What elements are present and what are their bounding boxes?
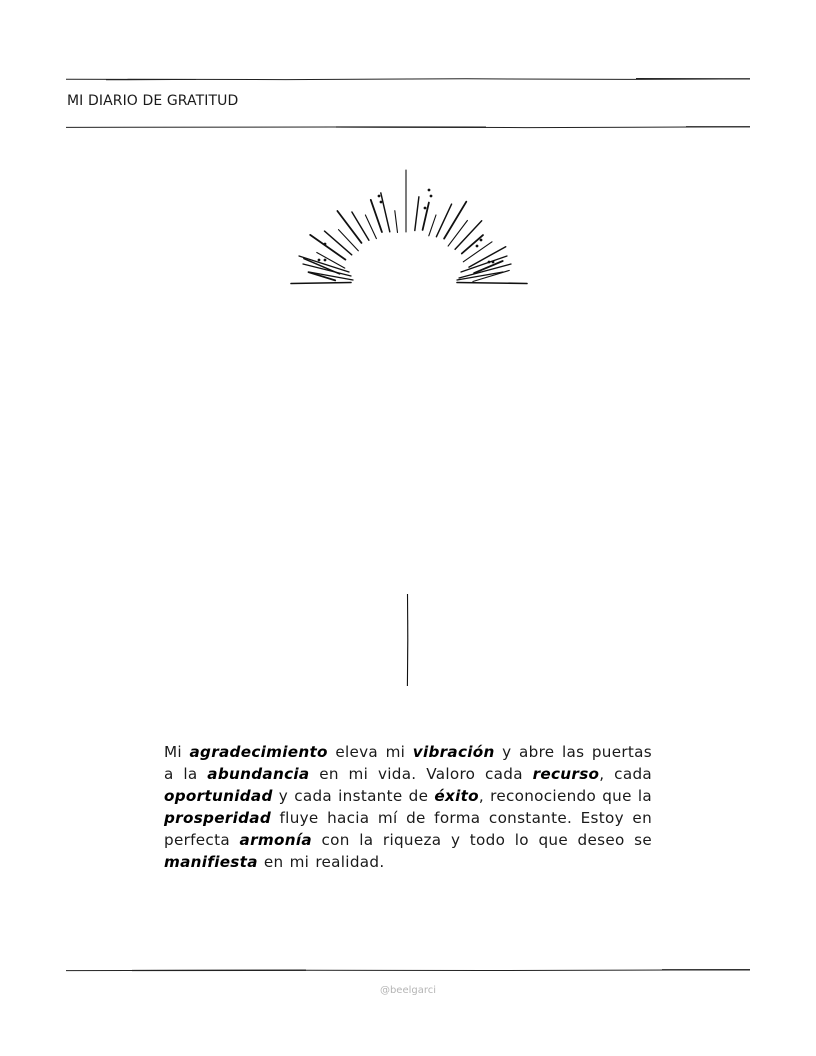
- affirmation-paragraph: [164, 741, 652, 873]
- sunburst-dot: [488, 261, 491, 264]
- affirmation-text: y abre las puertas a la: [164, 743, 652, 784]
- sunburst-dot: [324, 259, 327, 262]
- sunburst-ray: [423, 203, 429, 230]
- sunburst-dot: [428, 189, 431, 192]
- emphasized-word: abundancia: [207, 765, 310, 784]
- sunburst-dot: [378, 195, 381, 198]
- affirmation-text: y cada instante de: [272, 787, 435, 806]
- header-top-rule: [66, 76, 750, 82]
- sunburst-dot: [480, 239, 483, 242]
- sunburst-dot: [380, 201, 383, 204]
- footer-handle: @beelgarci: [379, 985, 437, 996]
- affirmation-text: con la riqueza y todo lo que deseo se: [311, 831, 652, 850]
- sunburst-ray: [415, 197, 419, 231]
- affirmation-text: , reconociendo que la: [478, 787, 652, 806]
- sunburst-ray: [365, 215, 376, 239]
- sunburst-dot: [476, 245, 479, 248]
- sunburst-ray: [444, 202, 466, 239]
- affirmation-text: en mi realidad.: [257, 853, 385, 872]
- sunburst-dot: [492, 261, 495, 264]
- sunburst-ray: [429, 215, 436, 236]
- sunburst-ray: [459, 264, 511, 278]
- emphasized-word: armonía: [239, 831, 312, 850]
- header-bottom-rule: [66, 124, 750, 130]
- sunburst-ray: [395, 211, 398, 233]
- emphasized-word: oportunidad: [164, 787, 273, 806]
- sunburst-dot: [424, 207, 427, 210]
- sunburst-ray: [310, 235, 345, 260]
- sunburst-ray: [371, 200, 382, 232]
- affirmation-text: Mi: [164, 743, 190, 762]
- affirmation-text: , cada: [599, 765, 652, 784]
- affirmation-text: en mi vida. Valoro cada: [309, 765, 533, 784]
- emphasized-word: manifiesta: [164, 853, 258, 872]
- sunburst-ray: [325, 231, 352, 255]
- footer-rule: [66, 967, 750, 973]
- sunburst-ray: [469, 247, 506, 267]
- sunburst-ray: [339, 230, 359, 251]
- sunburst-dot: [318, 259, 321, 262]
- sunburst-dot: [324, 243, 327, 246]
- sunburst-icon: [285, 152, 535, 292]
- sunburst-ray: [381, 193, 390, 232]
- emphasized-word: vibración: [412, 743, 495, 762]
- sunburst-ray: [436, 204, 451, 237]
- emphasized-word: agradecimiento: [189, 743, 328, 762]
- emphasized-word: recurso: [532, 765, 600, 784]
- affirmation-text: fluye hacia mí de forma constante. Estoy en perfecta: [164, 809, 652, 850]
- sunburst-ray: [448, 221, 467, 247]
- affirmation-text: eleva mi: [327, 743, 413, 762]
- sunburst-dot: [430, 195, 433, 198]
- page-title: MI DIARIO DE GRATITUD: [67, 93, 239, 109]
- emphasized-word: prosperidad: [164, 809, 271, 828]
- emphasized-word: éxito: [434, 787, 479, 806]
- vertical-divider: [402, 590, 414, 690]
- sunburst-ray: [337, 211, 361, 243]
